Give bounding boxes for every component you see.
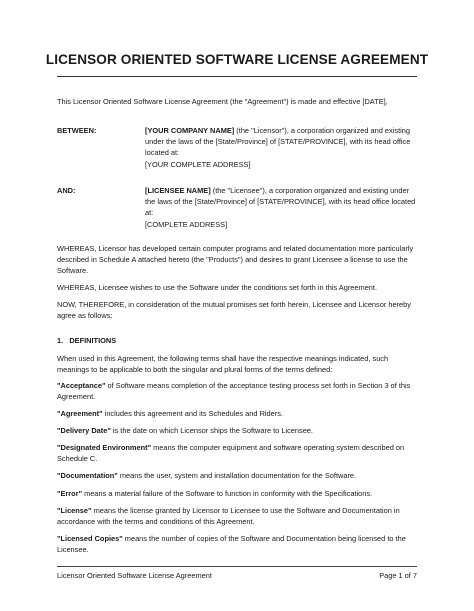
licensee-name: [LICENSEE NAME] bbox=[145, 186, 211, 195]
definitions-intro: When used in this Agreement, the following terms shall have the respective meanings indicated, such meanings to be applicable to both the singular and plural forms of the terms defined: bbox=[57, 354, 389, 375]
definition-term: "License" bbox=[57, 506, 92, 515]
definition-acceptance bbox=[57, 380, 419, 402]
definition-text: means the computer equipment and software operating system described on Schedule C. bbox=[57, 443, 405, 464]
page-number: Page 1 of 7 bbox=[379, 571, 417, 580]
licensor-text: (the "Licensor"), a corporation organized and existing under the laws of the [State/Province] of [STATE/PROVINCE], with its head office located at: bbox=[145, 126, 411, 158]
definition-term: "Error" bbox=[57, 489, 83, 498]
definition-text: means a material failure of the Software to function in conformity with the Specifications. bbox=[82, 489, 373, 498]
intro-paragraph: This Licensor Oriented Software License Agreement (the "Agreement") is made and effective [DATE], bbox=[57, 97, 388, 106]
definition-designated-environment bbox=[57, 442, 419, 464]
definition-agreement bbox=[57, 408, 419, 419]
footer-divider bbox=[57, 566, 417, 567]
now-therefore-paragraph: NOW, THEREFORE, in consideration of the mutual promises set forth herein, Licensee and Licensor hereby agree as follows: bbox=[57, 300, 411, 321]
definition-text: means the number of copies of the Software and Documentation being licensed to the Licensee. bbox=[57, 534, 406, 555]
definition-term: "Delivery Date" bbox=[57, 426, 111, 435]
definition-term: "Documentation" bbox=[57, 471, 118, 480]
definition-text: means the license granted by Licensor to Licensee to use the Software and Documentation in accordance with the terms and conditions of this Agreement. bbox=[57, 506, 400, 527]
licensee-text: (the "Licensee"), a corporation organized and existing under the laws of the [State/Province] of [STATE/PROVINCE], with its head office located at: bbox=[145, 186, 416, 218]
definition-text: means the user, system and installation documentation for the Software. bbox=[117, 471, 357, 480]
definition-text: includes this agreement and its Schedules and Riders. bbox=[102, 409, 283, 418]
section-1-heading: 1. DEFINITIONS bbox=[57, 336, 117, 345]
title-divider bbox=[57, 76, 417, 77]
definition-error bbox=[57, 488, 419, 499]
footer-title: Licensor Oriented Software License Agreement bbox=[57, 571, 212, 580]
document-title: LICENSOR ORIENTED SOFTWARE LICENSE AGREEMENT bbox=[45, 52, 429, 67]
definition-term: "Agreement" bbox=[57, 409, 103, 418]
definition-term: "Licensed Copies" bbox=[57, 534, 123, 543]
licensee-paragraph bbox=[145, 185, 417, 219]
definition-documentation bbox=[57, 470, 419, 481]
whereas-paragraph-2: WHEREAS, Licensee wishes to use the Software under the conditions set forth in this Agreement. bbox=[57, 283, 378, 292]
definition-licensed-copies bbox=[57, 533, 419, 555]
licensee-address: [COMPLETE ADDRESS] bbox=[145, 220, 228, 229]
definition-text: of Software means completion of the acceptance testing process set forth in Section 3 of this Agreement. bbox=[57, 381, 411, 402]
licensor-name: [YOUR COMPANY NAME] bbox=[145, 126, 235, 135]
whereas-paragraph-1: WHEREAS, Licensor has developed certain computer programs and related documentation more particularly described in Schedule A attached hereto (the "Products") and desires to grant Licensee a license to use the Software. bbox=[57, 244, 414, 276]
definition-text: is the date on which Licensor ships the Software to Licensee. bbox=[110, 426, 313, 435]
and-label: AND: bbox=[57, 186, 76, 195]
licensor-paragraph bbox=[145, 125, 417, 159]
definition-license bbox=[57, 505, 419, 527]
licensor-address: [YOUR COMPLETE ADDRESS] bbox=[145, 160, 251, 169]
definition-term: "Acceptance" bbox=[57, 381, 106, 390]
between-label: BETWEEN: bbox=[57, 126, 97, 135]
definition-delivery-date bbox=[57, 425, 419, 436]
definition-term: "Designated Environment" bbox=[57, 443, 152, 452]
